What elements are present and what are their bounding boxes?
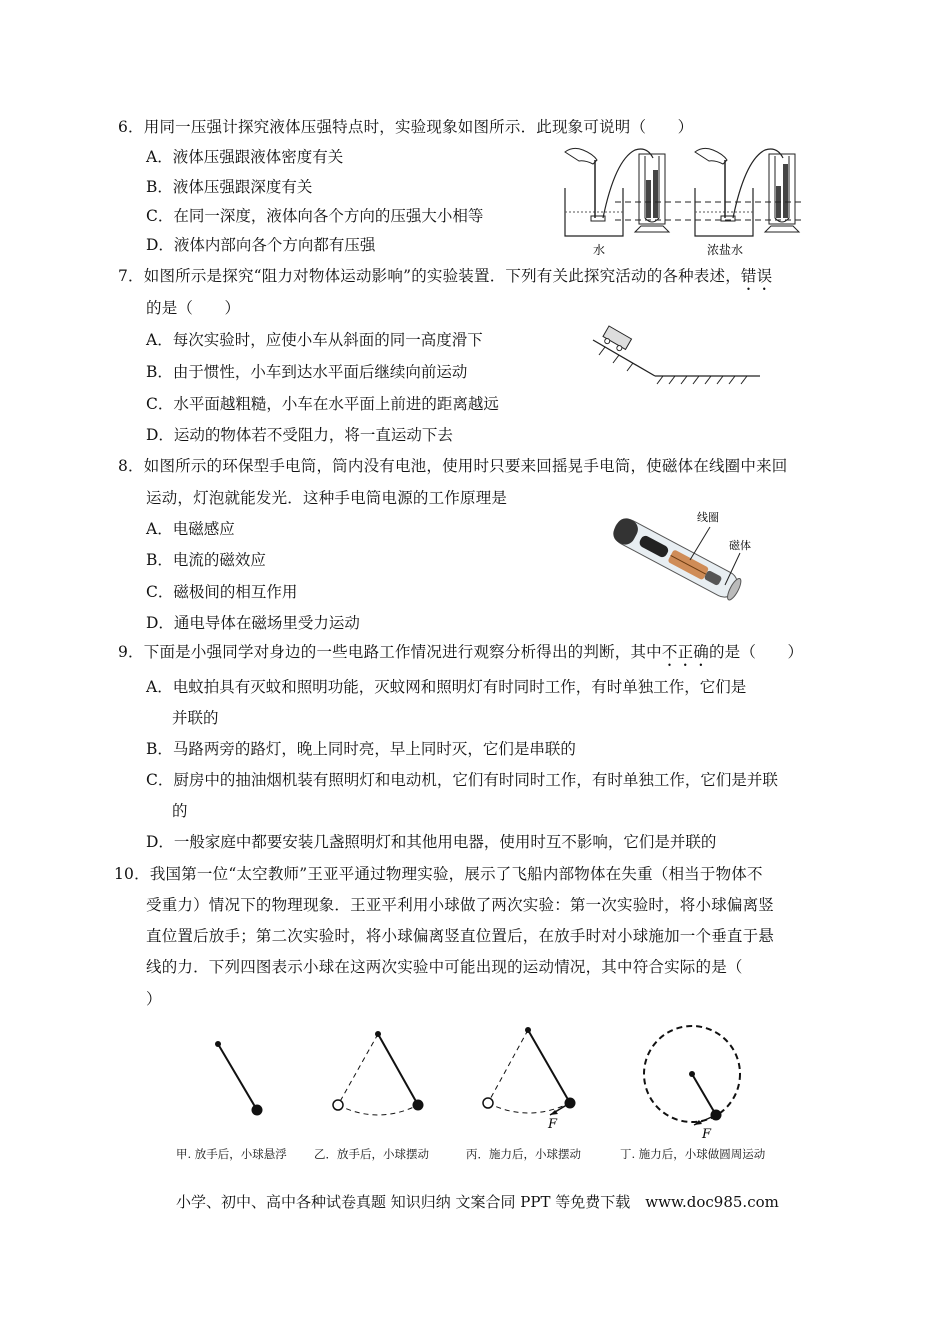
q8-option-a: A．电磁感应 <box>146 520 235 538</box>
q10-stem-line4: 线的力．下列四图表示小球在这两次实验中可能出现的运动情况，其中符合实际的是（ <box>146 958 743 976</box>
q6-option-b: B．液体压强跟深度有关 <box>146 178 313 196</box>
caption-jia: 甲. 放手后，小球悬浮 <box>176 1147 287 1161</box>
q7-option-b: B．由于惯性，小车到达水平面后继续向前运动 <box>146 363 468 381</box>
q7-option-a: A．每次实验时，应使小车从斜面的同一高度滑下 <box>146 331 483 349</box>
q8-option-c: C．磁极间的相互作用 <box>146 583 298 601</box>
q9-option-a-line2: 并联的 <box>172 709 219 727</box>
pressure-gauge-diagram <box>555 140 810 260</box>
q8-option-b: B．电流的磁效应 <box>146 551 266 569</box>
q8-stem-line2: 运动，灯泡就能发光．这种手电筒电源的工作原理是 <box>146 489 508 507</box>
flashlight-diagram <box>605 505 765 615</box>
figure-jia <box>215 1041 263 1116</box>
q8-stem-line1: 8．如图所示的环保型手电筒，筒内没有电池，使用时只要来回摇晃手电筒，使磁体在线圈中来回 <box>118 457 788 475</box>
q9-option-a-line1: A．电蚊拍具有灭蚊和照明功能，灭蚊网和照明灯有时同时工作，有时单独工作，它们是 <box>146 678 747 696</box>
q6-option-d: D．液体内部向各个方向都有压强 <box>146 236 376 254</box>
q9-option-c-line2: 的 <box>172 802 188 820</box>
caption-yi: 乙．放手后，小球摆动 <box>314 1147 429 1161</box>
q9-stem-emphasis: 不正确 <box>661 643 709 661</box>
q9-option-b: B．马路两旁的路灯，晚上同时亮，早上同时灭，它们是串联的 <box>146 740 576 758</box>
brine-label: 浓盐水 <box>707 243 744 257</box>
page-footer: 小学、初中、高中各种试卷真题 知识归纳 文案合同 PPT 等免费下载 www.doc985.com <box>176 1193 779 1211</box>
pendulum-diagrams <box>160 1020 800 1160</box>
q6-option-c: C．在同一深度，液体向各个方向的压强大小相等 <box>146 207 484 225</box>
q7-stem-a: 7．如图所示是探究“阻力对物体运动影响”的实验装置．下列有关此探究活动的各种表述， <box>118 267 741 285</box>
q10-stem-line1: 10．我国第一位“太空教师”王亚平通过物理实验，展示了飞船内部物体在失重（相当于物体不 <box>114 865 763 883</box>
caption-bing: 丙．施力后，小球摆动 <box>466 1147 581 1161</box>
water-label: 水 <box>593 243 606 257</box>
q7-option-d: D．运动的物体若不受阻力，将一直运动下去 <box>146 426 453 444</box>
q10-pendulum-figures <box>160 1020 800 1160</box>
q7-stem-line2: 的是（ ） <box>146 299 241 317</box>
q10-stem-line3: 直位置后放手；第二次实验时，将小球偏离竖直位置后，在放手时对小球施加一个垂直于悬 <box>146 927 775 945</box>
caption-ding: 丁. 施力后，小球做圆周运动 <box>620 1147 766 1161</box>
force-label-bing: F <box>548 1117 558 1132</box>
q6-pressure-figure <box>555 140 810 260</box>
q9-stem-b: 的是（ ） <box>708 643 804 661</box>
q10-stem-line2: 受重力）情况下的物理现象．王亚平利用小球做了两次实验：第一次实验时，将小球偏离竖 <box>146 896 775 914</box>
q9-option-c-line1: C．厨房中的抽油烟机装有照明灯和电动机，它们有时同时工作，有时单独工作，它们是并联 <box>146 771 778 789</box>
q9-option-d: D．一般家庭中都要安装几盏照明灯和其他用电器，使用时互不影响，它们是并联的 <box>146 833 717 851</box>
force-label-ding: F <box>702 1127 712 1142</box>
figure-yi <box>333 1031 424 1115</box>
q7-stem-line1 <box>118 264 772 294</box>
q7-option-c: C．水平面越粗糙，小车在水平面上前进的距离越远 <box>146 395 499 413</box>
q10-stem-line5: ） <box>146 990 162 1008</box>
q8-flashlight-figure <box>605 505 765 615</box>
q7-stem-emphasis: 错误 <box>740 267 773 285</box>
q9-stem <box>118 640 803 670</box>
magnet-label: 磁体 <box>729 539 751 552</box>
figure-bing <box>483 1027 576 1132</box>
q6-option-a: A．液体压强跟液体密度有关 <box>146 148 344 166</box>
figure-ding <box>644 1026 740 1142</box>
q8-option-d: D．通电导体在磁场里受力运动 <box>146 614 360 632</box>
coil-label: 线圈 <box>697 511 719 524</box>
incline-diagram <box>585 318 765 388</box>
q7-incline-figure <box>585 318 765 388</box>
q9-stem-a: 9．下面是小强同学对身边的一些电路工作情况进行观察分析得出的判断，其中 <box>118 643 662 661</box>
q6-stem: 6．用同一压强计探究液体压强特点时，实验现象如图所示．此现象可说明（ ） <box>118 118 694 136</box>
